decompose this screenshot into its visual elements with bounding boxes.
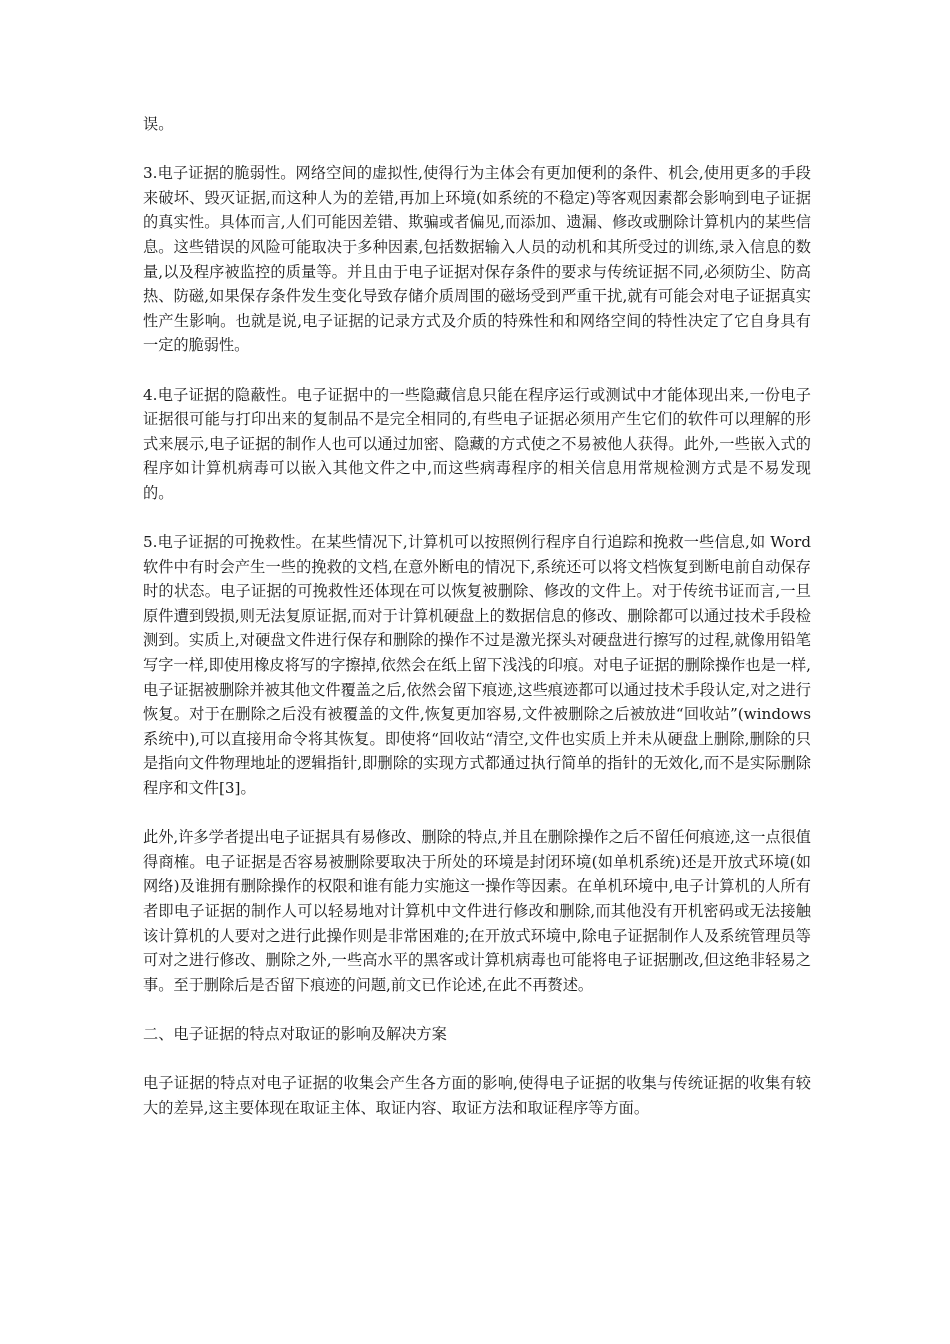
document-page: [143, 112, 811, 1145]
paragraph-recoverability: 5.电子证据的可挽救性。在某些情况下,计算机可以按照例行程序自行追踪和挽救一些信息,如 Word 软件中有时会产生一些的挽救的文档,在意外断电的情况下,系统还可以将文档恢复到断电前自动保存时的状态。电子证据的可挽救性还体现在可以恢复被删除、修改的文件上。对于传统书证而言,一旦原件遭到毁损,则无法复原证据,而对于计算机硬盘上的数据信息的修改、删除都可以通过技术手段检测到。实质上,对硬盘文件进行保存和删除的操作不过是激光探头对硬盘进行擦写的过程,就像用铅笔写字一样,即使用橡皮将写的字擦掉,依然会在纸上留下浅浅的印痕。对电子证据的删除操作也是一样,电子证据被删除并被其他文件覆盖之后,依然会留下痕迹,这些痕迹都可以通过技术手段认定,对之进行恢复。对于在删除之后没有被覆盖的文件,恢复更加容易,文件被删除之后被放进“回收站”(windows 系统中),可以直接用命令将其恢复。即使将“回收站“清空,文件也实质上并未从硬盘上删除,删除的只是指向文件物理地址的逻辑指针,即删除的实现方式都通过执行简单的指针的无效化,而不是实际删除程序和文件[3]。: [143, 533, 811, 798]
paragraph-fragility: 3.电子证据的脆弱性。网络空间的虚拟性,使得行为主体会有更加便利的条件、机会,使用更多的手段来破坏、毁灭证据,而这种人为的差错,再加上环境(如系统的不稳定)等客观因素都会影响到电子证据的真实性。具体而言,人们可能因差错、欺骗或者偏见,而添加、遗漏、修改或删除计算机内的某些信息。这些错误的风险可能取决于多种因素,包括数据输入人员的动机和其所受过的训练,录入信息的数量,以及程序被监控的质量等。并且由于电子证据对保存条件的要求与传统证据不同,必须防尘、防高热、防磁,如果保存条件发生变化导致存储介质周围的磁场受到严重干扰,就有可能会对电子证据真实性产生影响。也就是说,电子证据的记录方式及介质的特殊性和和网络空间的特性决定了它自身具有一定的脆弱性。: [143, 164, 811, 355]
paragraph-continuation: 误。: [143, 115, 174, 133]
paragraph-modification: 此外,许多学者提出电子证据具有易修改、删除的特点,并且在删除操作之后不留任何痕迹,这一点很值得商榷。电子证据是否容易被删除要取决于所处的环境是封闭环境(如单机系统)还是开放式环境(如网络)及谁拥有删除操作的权限和谁有能力实施这一操作等因素。在单机环境中,电子计算机的人所有者即电子证据的制作人可以轻易地对计算机中文件进行修改和删除,而其他没有开机密码或无法接触该计算机的人要对之进行此操作则是非常困难的;在开放式环境中,除电子证据制作人及系统管理员等可对之进行修改、删除之外,一些高水平的黑客或计算机病毒也可能将电子证据删改,但这绝非轻易之事。至于删除后是否留下痕迹的问题,前文已作论述,在此不再赘述。: [143, 828, 811, 994]
paragraph-closing: 电子证据的特点对电子证据的收集会产生各方面的影响,使得电子证据的收集与传统证据的收集有较大的差异,这主要体现在取证主体、取证内容、取证方法和取证程序等方面。: [143, 1074, 811, 1117]
paragraph-concealment: 4.电子证据的隐蔽性。电子证据中的一些隐藏信息只能在程序运行或测试中才能体现出来,一份电子证据很可能与打印出来的复制品不是完全相同的,有些电子证据必须用产生它们的软件可以理解的形式来展示,电子证据的制作人也可以通过加密、隐藏的方式使之不易被他人获得。此外,一些嵌入式的程序如计算机病毒可以嵌入其他文件之中,而这些病毒程序的相关信息用常规检测方式是不易发现的。: [143, 385, 811, 502]
section-heading: 二、电子证据的特点对取证的影响及解决方案: [143, 1024, 447, 1043]
